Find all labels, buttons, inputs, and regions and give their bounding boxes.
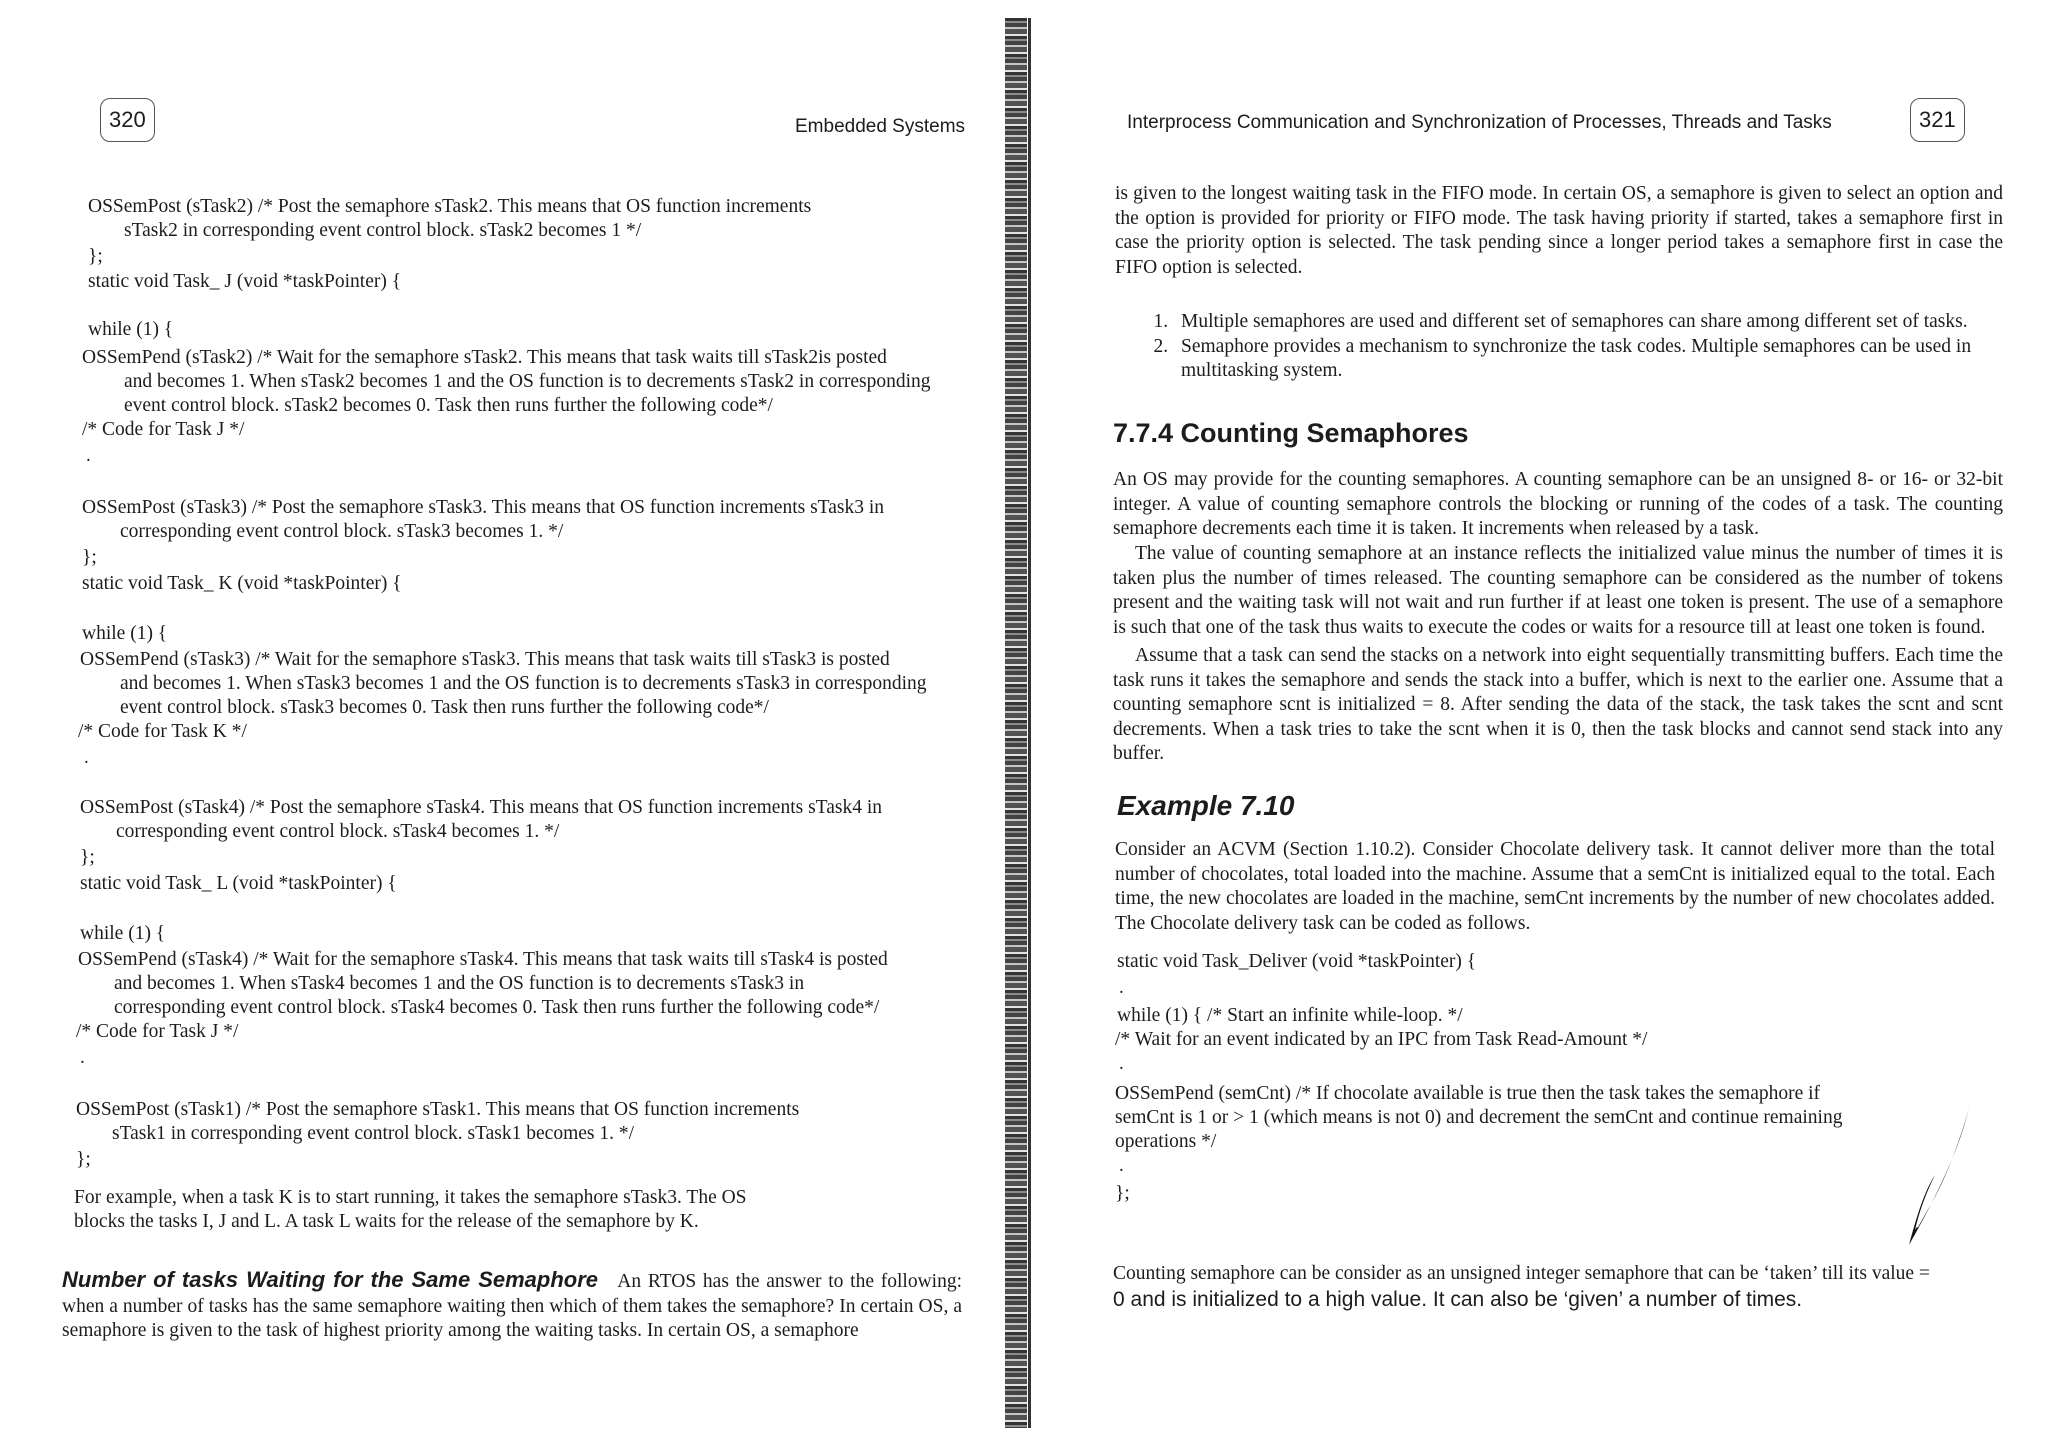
code-line: corresponding event control block. sTask3 becomes 1. */ — [120, 521, 564, 542]
code-line: while (1) { — [80, 923, 166, 944]
code-line: OSSemPost (sTask3) /* Post the semaphore sTask3. This means that OS function increments sTask3 in — [82, 497, 885, 518]
code-line: event control block. sTask2 becomes 0. Task then runs further the following code*/ — [124, 395, 773, 416]
running-head-left: Embedded Systems — [795, 116, 966, 137]
code-line: static void Task_Deliver (void *taskPointer) { — [1117, 951, 1477, 972]
code-line: while (1) { /* Start an infinite while-loop. */ — [1117, 1005, 1463, 1026]
page-number-right: 321 — [1910, 98, 1965, 142]
ellipsis-dot: . — [86, 445, 91, 466]
intro-paragraph: is given to the longest waiting task in the FIFO mode. In certain OS, a semaphore is given to select an option and the option is provided for priority or FIFO mode. The task having priority if started, takes a semaphore first in case the priority option is selected. The task pending since a longer period takes a semaphore first in case the FIFO option is selected. — [1115, 183, 2003, 278]
code-line: OSSemPend (sTask3) /* Wait for the semaphore sTask3. This means that task waits till sTask3 is posted — [80, 649, 890, 670]
code-line: /* Code for Task J */ — [76, 1021, 239, 1042]
code-line: }; — [88, 246, 103, 267]
code-line: operations */ — [1115, 1131, 1217, 1152]
list-item: 2. Semaphore provides a mechanism to synchronize the task codes. Multiple semaphores can be used in multitasking system. — [1173, 335, 2003, 384]
code-line: corresponding event control block. sTask4 becomes 1. */ — [116, 821, 560, 842]
example-line: blocks the tasks I, J and L. A task L waits for the release of the semaphore by K. — [74, 1211, 699, 1232]
subhead-text: An RTOS has the answer to the following: when a number of tasks has the same semaphore waiting then which of them takes the semaphore? In certain OS, a semaphore is given to the task of highest priority among the waiting tasks. In certain OS, a semaphore — [62, 1271, 963, 1341]
code-line: and becomes 1. When sTask4 becomes 1 and the OS function is to decrements sTask3 in — [114, 973, 805, 994]
example-paragraph: Consider an ACVM (Section 1.10.2). Consider Chocolate delivery task. It cannot deliver more than the total number of chocolates, total loaded into the machine. Assume that a semCnt is initialized equal to the total. Each time, the new chocolates are loaded in the machine, semCnt increments by the number of new chocolates added. The Chocolate delivery task can be coded as follows. — [1115, 839, 1995, 934]
code-line: }; — [80, 847, 95, 868]
code-line: static void Task_ J (void *taskPointer) { — [88, 271, 402, 292]
ellipsis-dot: . — [1119, 1155, 1124, 1176]
counting-para-2: The value of counting semaphore at an instance reflects the initialized value minus the number of times it is taken plus the number of times released. The counting semaphore can be considered as the number of tokens present and the waiting task will not wait and run further if at least one token is present. The use of a semaphore is such that one of the task thus waits to execute the codes or waits for a resource till at least one token is found. — [1113, 543, 2003, 638]
ellipsis-dot: . — [1119, 977, 1124, 998]
code-line: while (1) { — [82, 623, 168, 644]
ellipsis-dot: . — [1119, 1053, 1124, 1074]
left-page — [0, 0, 1005, 1448]
subhead-waiting: Number of tasks Waiting for the Same Semaphore — [62, 1267, 599, 1292]
ellipsis-dot: . — [84, 747, 89, 768]
code-line: sTask2 in corresponding event control block. sTask2 becomes 1 */ — [124, 220, 642, 241]
code-line: static void Task_ K (void *taskPointer) { — [82, 573, 402, 594]
code-line: event control block. sTask3 becomes 0. Task then runs further the following code*/ — [120, 697, 769, 718]
quill-pen-icon — [1895, 1095, 1975, 1250]
running-head-right: Interprocess Communication and Synchronization of Processes, Threads and Tasks — [1127, 112, 1832, 133]
counting-para-1: An OS may provide for the counting semaphores. A counting semaphore can be an unsigned 8- or 16- or 32-bit integer. A value of counting semaphore controls the blocking or running of the codes of a task. The counting semaphore decrements each time it is taken. It increments when released by a task. — [1113, 469, 2003, 539]
note-line-2: 0 and is initialized to a high value. It can also be ‘given’ a number of times. — [1113, 1288, 1803, 1311]
page-number-left: 320 — [100, 98, 155, 142]
ellipsis-dot: . — [80, 1047, 85, 1068]
code-line: /* Code for Task J */ — [82, 419, 245, 440]
code-line: static void Task_ L (void *taskPointer) { — [80, 873, 397, 894]
code-line: sTask1 in corresponding event control block. sTask1 becomes 1. */ — [112, 1123, 635, 1144]
code-line: OSSemPend (semCnt) /* If chocolate available is true then the task takes the semaphore if — [1115, 1083, 1821, 1104]
code-line: /* Code for Task K */ — [78, 721, 247, 742]
example-line: For example, when a task K is to start running, it takes the semaphore sTask3. The OS — [74, 1187, 747, 1208]
code-line: OSSemPend (sTask2) /* Wait for the semaphore sTask2. This means that task waits till sTask2is posted — [82, 347, 887, 368]
code-line: }; — [82, 547, 97, 568]
example-title: Example 7.10 — [1117, 790, 1295, 821]
code-line: /* Wait for an event indicated by an IPC from Task Read-Amount */ — [1115, 1029, 1648, 1050]
code-line: OSSemPost (sTask1) /* Post the semaphore sTask1. This means that OS function increments — [76, 1099, 800, 1120]
note-line-1: Counting semaphore can be consider as an unsigned integer semaphore that can be ‘taken’ till its value = — [1113, 1263, 1930, 1284]
code-line: and becomes 1. When sTask2 becomes 1 and the OS function is to decrements sTask2 in corresponding — [124, 371, 931, 392]
code-line: while (1) { — [88, 319, 174, 340]
code-line: OSSemPost (sTask4) /* Post the semaphore sTask4. This means that OS function increments sTask4 in — [80, 797, 883, 818]
semaphore-list — [1125, 310, 2003, 384]
code-line: }; — [1115, 1183, 1130, 1204]
list-item: 1. Multiple semaphores are used and different set of semaphores can share among different set of tasks. — [1173, 310, 2003, 335]
counting-para-3: Assume that a task can send the stacks on a network into eight sequentially transmitting buffers. Each time the task runs it takes the semaphore and sends the stack into a buffer, which is next to the earlier one. Assume that a counting semaphore scnt is initialized = 8. After sending the data of the stack, the task takes the scnt and scnt decrements. When a task tries to take the scnt when it is 0, then the task blocks and cannot send stack into any buffer. — [1113, 645, 2003, 764]
code-line: and becomes 1. When sTask3 becomes 1 and the OS function is to decrements sTask3 in corresponding — [120, 673, 927, 694]
section-title: 7.7.4 Counting Semaphores — [1113, 418, 1469, 448]
code-line: corresponding event control block. sTask4 becomes 0. Task then runs further the following code*/ — [114, 997, 880, 1018]
code-line: OSSemPost (sTask2) /* Post the semaphore sTask2. This means that OS function increments — [88, 196, 812, 217]
code-line: OSSemPend (sTask4) /* Wait for the semaphore sTask4. This means that task waits till sTask4 is posted — [78, 949, 888, 970]
waiting-semaphore-paragraph — [62, 1268, 962, 1344]
book-spine — [1005, 18, 1027, 1428]
code-line: semCnt is 1 or > 1 (which means is not 0) and decrement the semCnt and continue remaining — [1115, 1107, 1843, 1128]
code-line: }; — [76, 1149, 91, 1170]
